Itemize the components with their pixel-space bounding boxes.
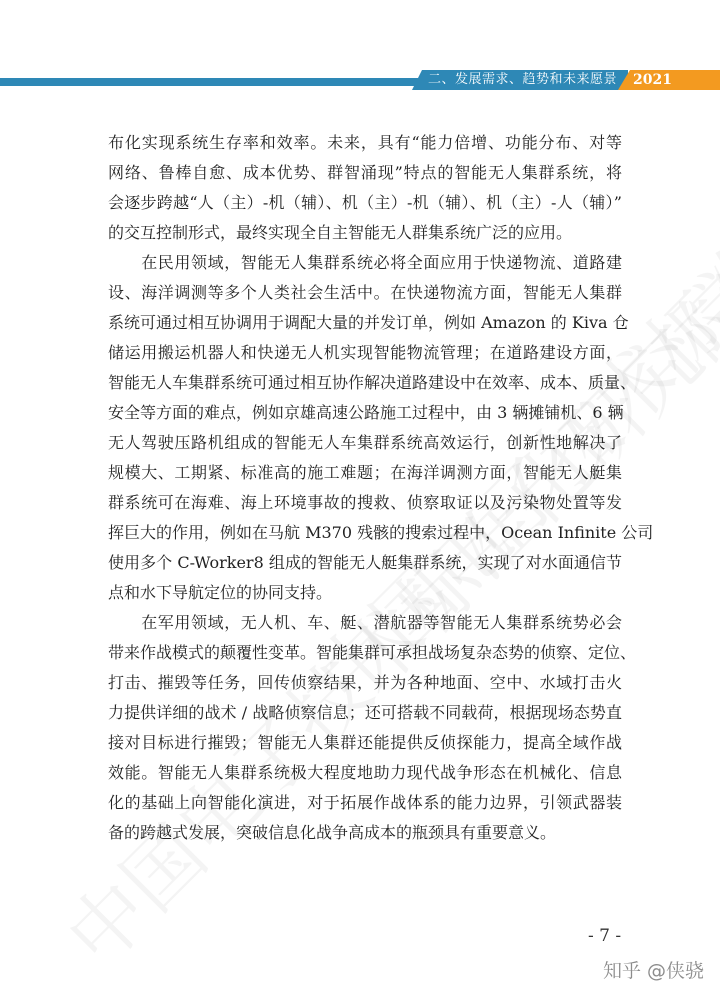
text-line: 打击、摧毁等任务，回传侦察结果，并为各种地面、空中、水域打击火 (108, 673, 622, 692)
text-line: 群系统可在海难、海上环境事故的搜救、侦察取证以及污染物处置等发 (108, 493, 622, 512)
text-line: 使用多个 C-Worker8 组成的智能无人艇集群系统，实现了对水面通信节 (108, 553, 622, 572)
text-line: 网络、鲁棒自愈、成本优势、群智涌现”特点的智能无人集群系统，将 (108, 163, 622, 182)
text-line: 会逐步跨越“人（主）-机（辅）、机（主）-机（辅）、机（主）-人（辅）” (108, 193, 622, 212)
text-line: 在民用领域，智能无人集群系统必将全面应用于快递物流、道路建 (108, 253, 622, 272)
paragraph (108, 248, 654, 608)
text-line: 规模大、工期紧、标准高的施工难题；在海洋调测方面，智能无人艇集 (108, 463, 622, 482)
text-line: 备的跨越式发展，突破信息化战争高成本的瓶颈具有重要意义。 (108, 823, 557, 842)
text-line: 系统可通过相互协调用于调配大量的并发订单，例如 Amazon 的 Kiva 仓 (108, 313, 629, 332)
text-line: 布化实现系统生存率和效率。未来，具有“能力倍增、功能分布、对等 (108, 133, 622, 152)
document-body (108, 128, 654, 848)
text-line: 智能无人车集群系统可通过相互协作解决道路建设中在效率、成本、质量、 (108, 373, 637, 392)
text-line: 力提供详细的战术 / 战略侦察信息；还可搭载不同载荷，根据现场态势直 (108, 703, 622, 722)
text-line: 储运用搬运机器人和快递无人机实现智能物流管理；在道路建设方面， (108, 343, 622, 362)
text-line: 化的基础上向智能化演进，对于拓展作战体系的能力边界，引领武器装 (108, 793, 622, 812)
text-line: 接对目标进行摧毁；智能无人集群还能提供反侦探能力，提高全域作战 (108, 733, 622, 752)
section-label: 二、发展需求、趋势和未来愿景 (428, 72, 618, 87)
paragraph (108, 128, 622, 248)
text-line: 设、海洋调测等多个人类社会生活中。在快递物流方面，智能无人集群 (108, 283, 622, 302)
text-line: 挥巨大的作用，例如在马航 M370 残骸的搜索过程中，Ocean Infinite 公司 (108, 523, 654, 542)
year-tab: 2021 (633, 72, 672, 88)
text-line: 在军用领域，无人机、车、艇、潜航器等智能无人集群系统势必会 (108, 613, 622, 632)
text-line: 的交互控制形式，最终实现全自主智能无人群集系统广泛的应用。 (108, 223, 573, 242)
section-header-band (0, 70, 720, 90)
text-line: 效能。智能无人集群系统极大程度地助力现代战争形态在机械化、信息 (108, 763, 622, 782)
page-number: - 7 - (588, 926, 622, 946)
text-line: 带来作战模式的颠覆性变革。智能集群可承担战场复杂态势的侦察、定位、 (108, 643, 637, 662)
text-line: 安全等方面的难点，例如京雄高速公路施工过程中，由 3 辆摊铺机、6 辆 (108, 403, 624, 422)
author-watermark: 知乎 @侠骁 (602, 960, 704, 982)
header-rule (0, 78, 418, 86)
paragraph (108, 608, 637, 848)
text-line: 无人驾驶压路机组成的智能无人车集群系统高效运行，创新性地解决了 (108, 433, 622, 452)
text-line: 点和水下导航定位的协同支持。 (108, 583, 333, 602)
